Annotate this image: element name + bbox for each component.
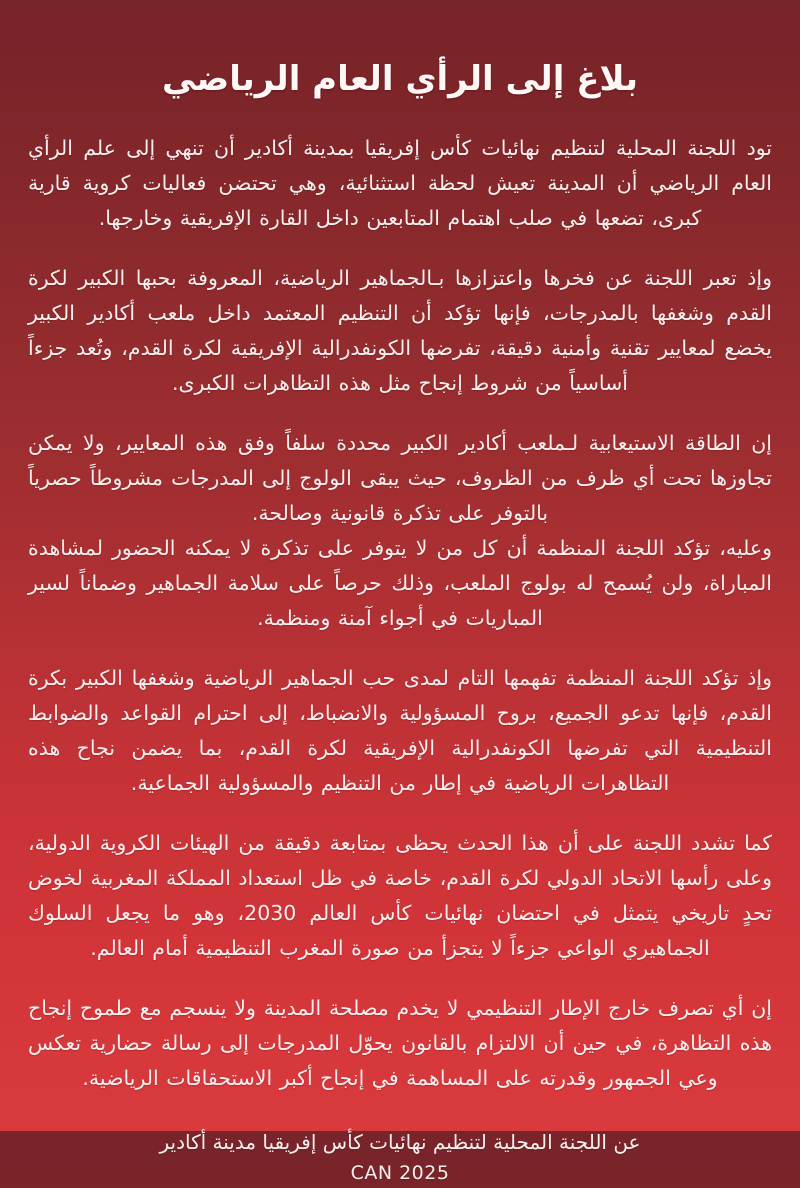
page-title: بلاغ إلى الرأي العام الرياضي bbox=[161, 59, 639, 99]
paragraph-3-continuation: وعليه، تؤكد اللجنة المنظمة أن كل من لا يتوفر على تذكرة لا يمكنه الحضور لمشاهدة المباراة، ولن يُسمح له بولوج الملعب، وذلك حرصاً على سلامة الجماهير وضماناً لسير المباريات في أجواء آمنة ومنظمة. bbox=[28, 535, 772, 630]
paragraph-3 bbox=[28, 426, 772, 636]
paragraph-4: وإذ تؤكد اللجنة المنظمة تفهمها التام لمدى حب الجماهير الرياضية وشغفها الكبير بكرة القدم، فإنها تدعو الجميع، بروح المسؤولية والانضباط، إلى احترام القواعد والضوابط التنظيمية التي تفرضها الكونفدرالية الإفريقية لكرة القدم، بما يضمن نجاح هذه التظاهرات الرياضية في إطار من التنظيم والمسؤولية الجماعية. bbox=[28, 665, 772, 795]
signature-block bbox=[28, 1126, 772, 1188]
signature-event: CAN 2025 bbox=[350, 1161, 450, 1184]
paragraph-6: إن أي تصرف خارج الإطار التنظيمي لا يخدم مصلحة المدينة ولا ينسجم مع طموح إنجاح هذه التظاهرة، في حين أن الالتزام بالقانون يحوّل المدرجات إلى رسالة حضارية تعكس وعي الجمهور وقدرته على المساهمة في إنجاح أكبر الاستحقاقات الرياضية. bbox=[28, 995, 772, 1090]
signature-issuer: عن اللجنة المحلية لتنظيم نهائيات كأس إفريقيا مدينة أكادير bbox=[159, 1129, 641, 1154]
paragraph-2: وإذ تعبر اللجنة عن فخرها واعتزازها بـالجماهير الرياضية، المعروفة بحبها الكبير لكرة القدم وشغفها بالمدرجات، فإنها تؤكد أن التنظيم المعتمد داخل ملعب أكادير الكبير يخضع لمعايير تقنية وأمنية دقيقة، تفرضها الكونفدرالية الإفريقية لكرة القدم، وتُعد جزءاً أساسياً من شروط إنجاح مثل هذه التظاهرات الكبرى. bbox=[28, 265, 772, 395]
paragraph-3-main: إن الطاقة الاستيعابية لـملعب أكادير الكبير محددة سلفاً وفق هذه المعايير، ولا يمكن تجاوزها تحت أي ظرف من الظروف، حيث يبقى الولوج إلى المدرجات مشروطاً حصرياً بالتوفر على تذكرة قانونية وصالحة. bbox=[28, 430, 772, 525]
announcement-body bbox=[28, 131, 772, 1096]
paragraph-5: كما تشدد اللجنة على أن هذا الحدث يحظى بمتابعة دقيقة من الهيئات الكروية الدولية، وعلى رأسها الاتحاد الدولي لكرة القدم، خاصة في ظل استعداد المملكة المغربية لخوض تحدٍ تاريخي يتمثل في احتضان نهائيات كأس العالم 2030، وهو ما يجعل السلوك الجماهيري الواعي جزءاً لا يتجزأ من صورة المغرب التنظيمية أمام العالم. bbox=[28, 830, 772, 960]
paragraph-1: تود اللجنة المحلية لتنظيم نهائيات كأس إفريقيا بمدينة أكادير أن تنهي إلى علم الرأي العام الرياضي أن المدينة تعيش لحظة استثنائية، وهي تحتضن فعاليات كروية قارية كبرى، تضعها في صلب اهتمام المتابعين داخل القارة الإفريقية وخارجها. bbox=[28, 135, 772, 230]
